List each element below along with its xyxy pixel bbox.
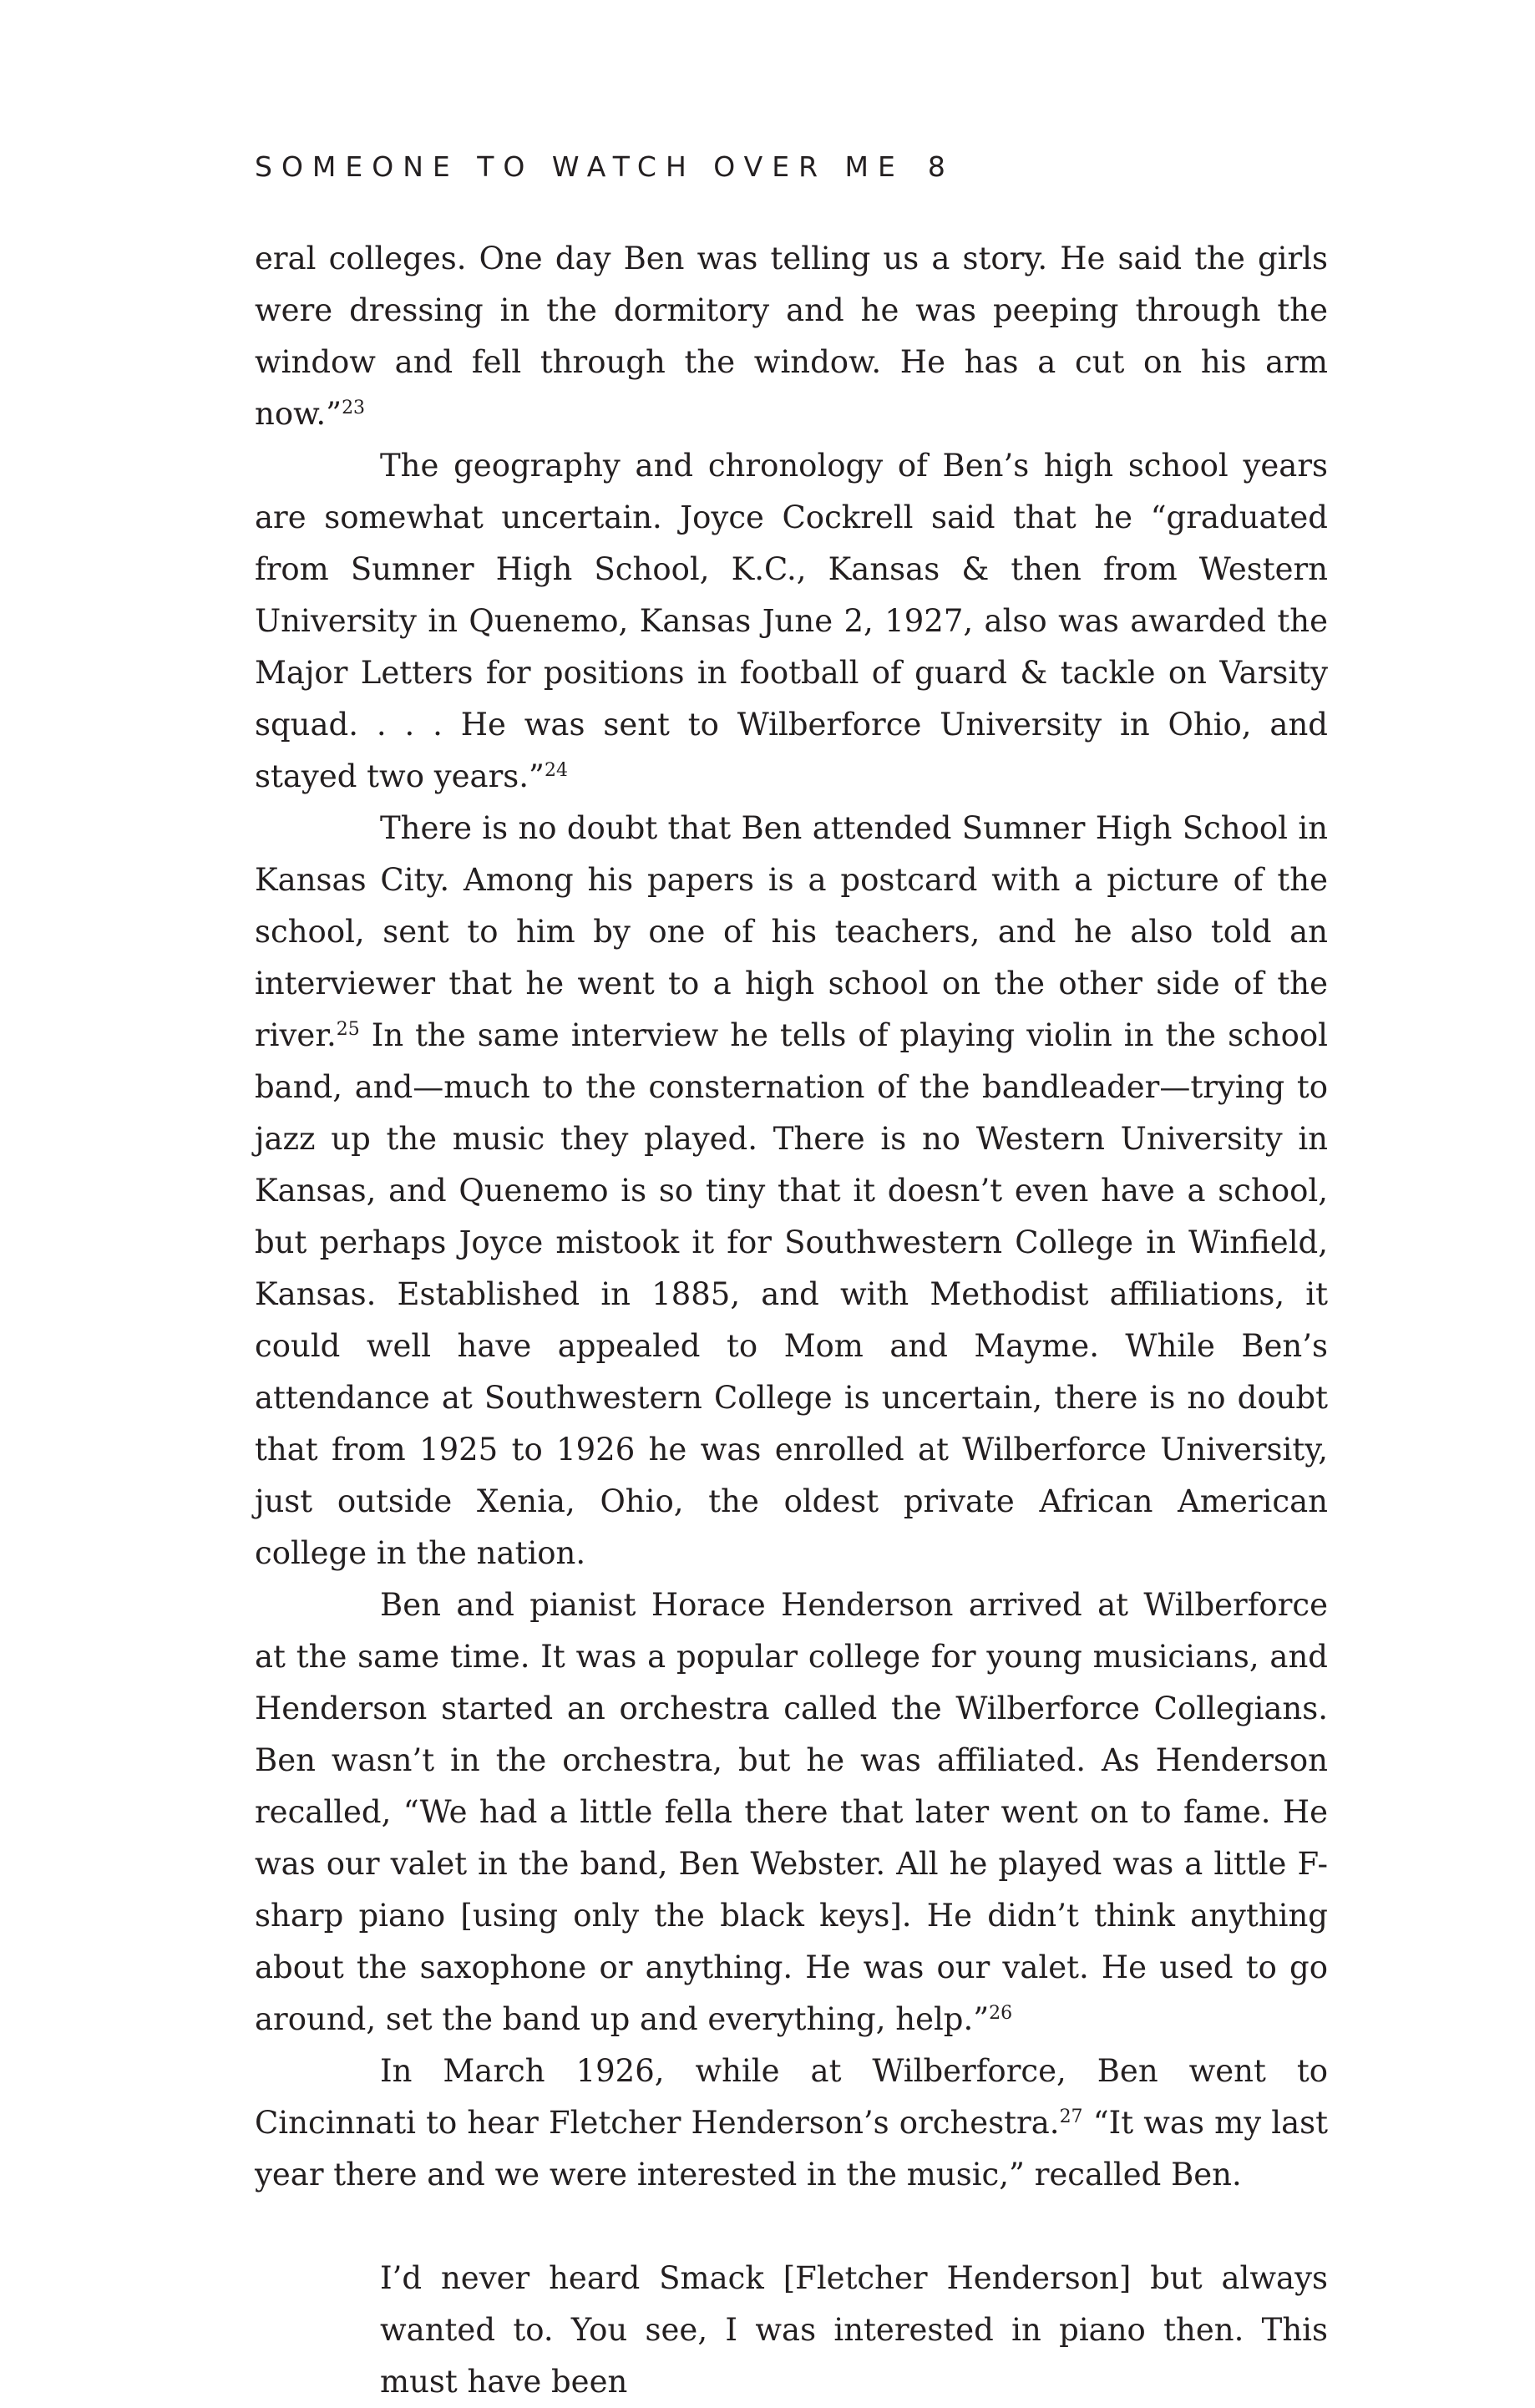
block-quote-text: I’d never heard Smack [Fletcher Henderson] but always wanted to. You see, I was interested in piano then. This must have been bbox=[380, 2260, 1328, 2400]
paragraph-1 bbox=[255, 233, 1328, 440]
body-text bbox=[255, 233, 1328, 2408]
footnote-ref-24: 24 bbox=[544, 760, 568, 781]
paragraph-5 bbox=[255, 2046, 1328, 2201]
paragraph-4 bbox=[255, 1579, 1328, 2046]
paragraph-4-text: Ben and pianist Horace Henderson arrived at Wilberforce at the same time. It was a popular college for young musicians, and Henderson started an orchestra called the Wilberforce Collegians. Ben wasn’t in the orchestra, but he was affiliated. As Henderson recalled, “We had a little fella there that later went on to fame. He was our valet in the band, Ben Webster. All he played was a little F-sharp piano [using only the black keys]. He didn’t think anything about the saxophone or anything. He was our valet. He used to go around, set the band up and everything, help.” bbox=[255, 1587, 1328, 2037]
paragraph-3-text-a: There is no doubt that Ben attended Sumner High School in Kansas City. Among his papers is a postcard with a picture of the school, sent to him by one of his teachers, and he also told an interviewer that he went to a high school on the other side of the river. bbox=[255, 810, 1328, 1053]
paragraph-5-text-b: “It was my last year there and we were interested in the music,” recalled Ben. bbox=[255, 2105, 1328, 2193]
running-title: SOMEONE TO WATCH OVER ME bbox=[255, 150, 904, 183]
paragraph-5-text-a: In March 1926, while at Wilberforce, Ben went to Cincinnati to hear Fletcher Henderson’s orchestra. bbox=[255, 2053, 1328, 2141]
footnote-ref-25: 25 bbox=[336, 1019, 360, 1040]
paragraph-2-text: The geography and chronology of Ben’s high school years are somewhat uncertain. Joyce Cockrell said that he “graduated from Sumner High School, K.C., Kansas & then from Western University in Quenemo, Kansas June 2, 1927, also was awarded the Major Letters for positions in football of guard & tackle on Varsity squad. . . . He was sent to Wilberforce University in Ohio, and stayed two years.” bbox=[255, 448, 1328, 794]
paragraph-3-text-b: In the same interview he tells of playing violin in the school band, and—much to the consternation of the bandleader—trying to jazz up the music they played. There is no Western University in Kansas, and Quenemo is so tiny that it doesn’t even have a school, but perhaps Joyce mistook it for Southwestern College in Winfield, Kansas. Established in 1885, and with Methodist affiliations, it could well have appealed to Mom and Mayme. While Ben’s attendance at Southwestern College is uncertain, there is no doubt that from 1925 to 1926 he was enrolled at Wilberforce University, just outside Xenia, Ohio, the oldest private African American college in the nation. bbox=[255, 1017, 1328, 1571]
running-head bbox=[255, 150, 955, 184]
footnote-ref-27: 27 bbox=[1059, 2106, 1083, 2127]
footnote-ref-26: 26 bbox=[989, 2003, 1013, 2024]
paragraph-3 bbox=[255, 803, 1328, 1579]
page-number: 8 bbox=[927, 150, 955, 183]
block-quote bbox=[380, 2253, 1328, 2408]
paragraph-2 bbox=[255, 440, 1328, 803]
paragraph-1-text: eral colleges. One day Ben was telling us a story. He said the girls were dressing in the dormitory and he was peeping through the window and fell through the window. He has a cut on his arm now.” bbox=[255, 241, 1328, 432]
footnote-ref-23: 23 bbox=[342, 398, 366, 418]
